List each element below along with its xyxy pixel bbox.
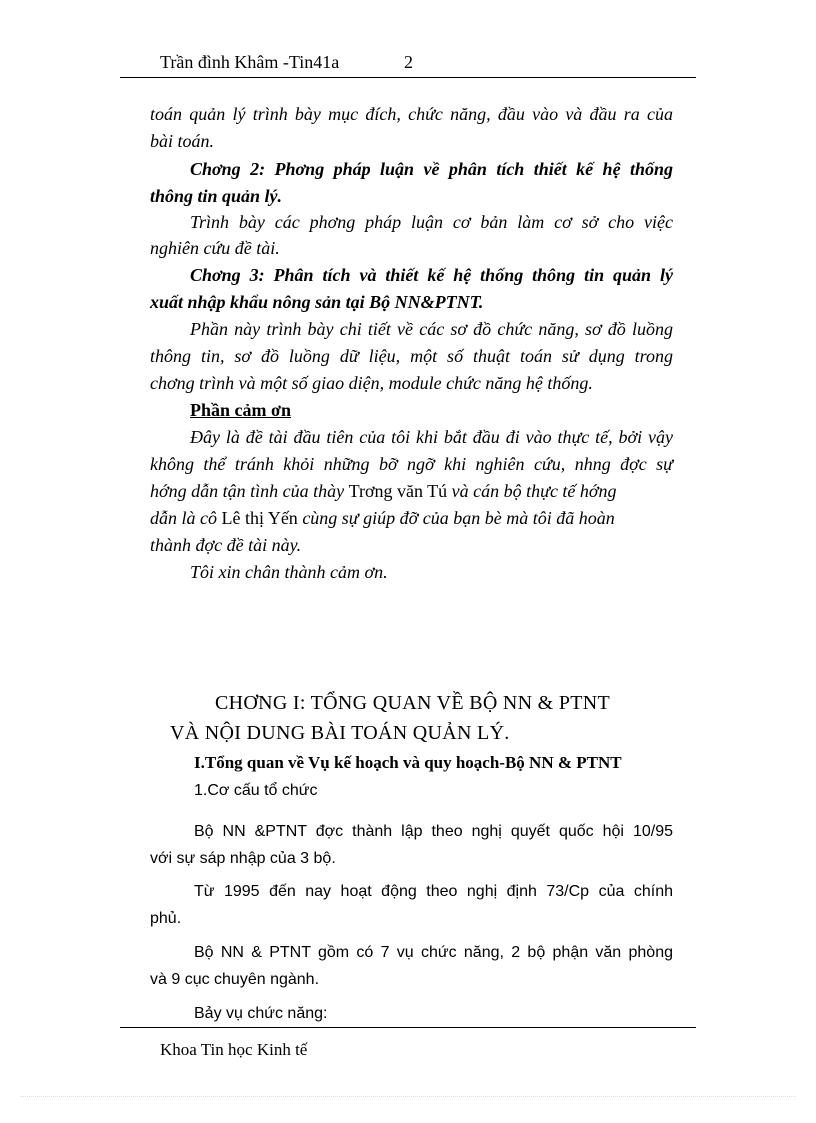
- thanks-text: hớng dẫn tận tình của thày: [150, 481, 349, 501]
- thanks-closing: Tôi xin chân thành cảm ơn.: [190, 562, 388, 582]
- page-header: [160, 52, 413, 73]
- chapter3-title: Chơng 3: Phân tích và thiết kế hệ thống thông tin quản lý: [190, 265, 673, 285]
- page-number: 2: [404, 52, 413, 72]
- subsection-heading: 1.Cơ cấu tổ chức: [194, 782, 318, 799]
- section-heading: I.Tổng quan về Vụ kế hoạch và quy hoạch-Bộ NN & PTNT: [194, 753, 622, 772]
- intro-line: bài toán.: [150, 131, 215, 151]
- thanks-line: Đây là đề tài đầu tiên của tôi khi bắt đầu đi vào thực tế, bởi vậy: [190, 427, 673, 447]
- thanks-line: thành đợc đề tài này.: [150, 535, 302, 555]
- chapter1-title: VÀ NỘI DUNG BÀI TOÁN QUẢN LÝ.: [170, 722, 510, 744]
- thanks-text: cùng sự giúp đỡ của bạn bè mà tôi đã hoàn: [297, 508, 615, 528]
- body-line: Bảy vụ chức năng:: [194, 1005, 328, 1022]
- body-line: Bộ NN & PTNT gồm có 7 vụ chức năng, 2 bộ phận văn phòng: [194, 944, 673, 961]
- thanks-heading: Phần cảm ơn: [190, 400, 291, 420]
- footer-rule: [120, 1027, 696, 1028]
- page-edge-divider: [20, 1096, 796, 1097]
- thanks-line: [150, 507, 673, 529]
- chapter2-title: thông tin quản lý.: [150, 186, 283, 206]
- chapter3-desc: thông tin, sơ đồ luồng dữ liệu, một số thuật toán sử dụng trong: [150, 346, 673, 366]
- chapter2-desc: nghiên cứu đề tài.: [150, 238, 280, 258]
- thanks-line: không thể tránh khỏi những bỡ ngỡ khi nghiên cứu, nhng đợc sự: [150, 454, 673, 474]
- page-footer: Khoa Tin học Kinh tế: [160, 1040, 308, 1059]
- chapter3-title: xuất nhập khẩu nông sản tại Bộ NN&PTNT.: [150, 292, 484, 312]
- chapter2-title: Chơng 2: Phơng pháp luận về phân tích thiết kế hệ thống: [190, 159, 673, 179]
- chapter3-desc: Phần này trình bày chi tiết về các sơ đồ chức năng, sơ đồ luồng: [190, 319, 673, 339]
- chapter2-desc: Trình bày các phơng pháp luận cơ bản làm cơ sở cho việc: [190, 212, 673, 232]
- advisor-name: Trơng văn Tú: [348, 481, 448, 501]
- intro-line: toán quản lý trình bày mục đích, chức năng, đầu vào và đầu ra của: [150, 104, 673, 124]
- header-rule: [120, 77, 696, 78]
- body-line: và 9 cục chuyên ngành.: [150, 971, 320, 988]
- body-line: phủ.: [150, 910, 182, 927]
- header-title: Trần đình Khâm -Tin41a: [160, 52, 340, 72]
- thanks-text: và cán bộ thực tế hớng: [447, 481, 617, 501]
- chapter3-desc: chơng trình và một số giao diện, module chức năng hệ thống.: [150, 373, 593, 393]
- supervisor-name: Lê thị Yến: [221, 508, 298, 528]
- thanks-line: [150, 480, 673, 502]
- body-line: Từ 1995 đến nay hoạt động theo nghị định 73/Cp của chính: [194, 883, 673, 900]
- body-line: Bộ NN &PTNT đợc thành lập theo nghị quyết quốc hội 10/95: [194, 823, 673, 840]
- chapter1-title: CHƠNG I: TỔNG QUAN VỀ BỘ NN & PTNT: [215, 692, 611, 714]
- thanks-text: dẫn là cô: [150, 508, 222, 528]
- body-line: với sự sáp nhập của 3 bộ.: [150, 850, 336, 867]
